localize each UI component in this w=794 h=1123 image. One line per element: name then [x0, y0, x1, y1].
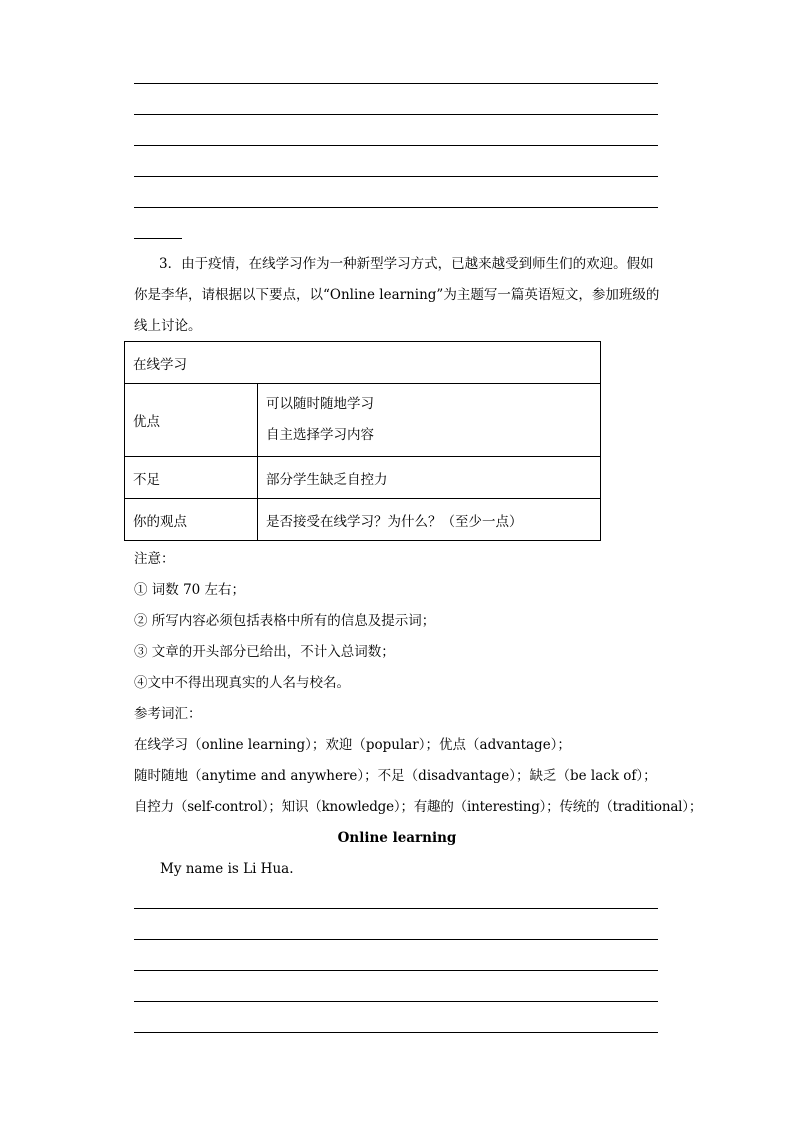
question-text: ．由于疫情，在线学习作为一种新型学习方式，已越来越受到师生们的欢迎。假如你是李华，请根据以下要点，以“Online learning”为主题写一篇英语短文，参加班级的线上讨论。	[134, 256, 660, 334]
answer-line	[134, 207, 658, 208]
info-table	[124, 341, 601, 541]
table-row	[125, 342, 601, 384]
answer-line	[134, 83, 658, 84]
writing-line[interactable]	[134, 1001, 658, 1002]
row-label: 你的观点	[125, 499, 258, 541]
answer-line	[134, 114, 658, 115]
note-item: ③ 文章的开头部分已给出，不计入总词数；	[134, 644, 395, 660]
essay-opening: My name is Li Hua.	[160, 861, 294, 877]
answer-line-short	[134, 238, 182, 239]
table-row	[125, 457, 601, 499]
essay-title: Online learning	[337, 830, 457, 846]
writing-line[interactable]	[134, 939, 658, 940]
writing-line[interactable]	[134, 1032, 658, 1033]
note-item: ④文中不得出现真实的人名与校名。	[134, 675, 350, 691]
row-label: 不足	[125, 457, 258, 499]
answer-line	[134, 176, 658, 177]
row-content: 是否接受在线学习？为什么？（至少一点）	[258, 499, 601, 541]
vocab-heading: 参考词汇：	[134, 706, 202, 722]
vocab-line: 自控力（self-control）；知识（knowledge）；有趣的（interesting）；传统的（traditional）；	[134, 799, 703, 815]
note-item: ② 所写内容必须包括表格中所有的信息及提示词；	[134, 613, 436, 629]
note-item: ① 词数 70 左右；	[134, 582, 246, 598]
question-prompt	[134, 249, 664, 342]
row-content: 部分学生缺乏自控力	[258, 457, 601, 499]
question-number: 3	[159, 256, 168, 272]
table-header: 在线学习	[125, 342, 601, 384]
table-row	[125, 384, 601, 457]
table-row	[125, 499, 601, 541]
row-content	[258, 384, 601, 457]
writing-line[interactable]	[134, 970, 658, 971]
notes-heading: 注意：	[134, 551, 175, 567]
vocab-line: 在线学习（online learning）；欢迎（popular）；优点（advantage）；	[134, 737, 571, 753]
writing-line[interactable]	[134, 908, 658, 909]
vocab-line: 随时随地（anytime and anywhere）；不足（disadvantage）；缺乏（be lack of）；	[134, 768, 657, 784]
answer-line	[134, 145, 658, 146]
row-line: 可以随时随地学习	[266, 396, 374, 412]
row-label: 优点	[125, 384, 258, 457]
row-line: 自主选择学习内容	[266, 427, 374, 443]
